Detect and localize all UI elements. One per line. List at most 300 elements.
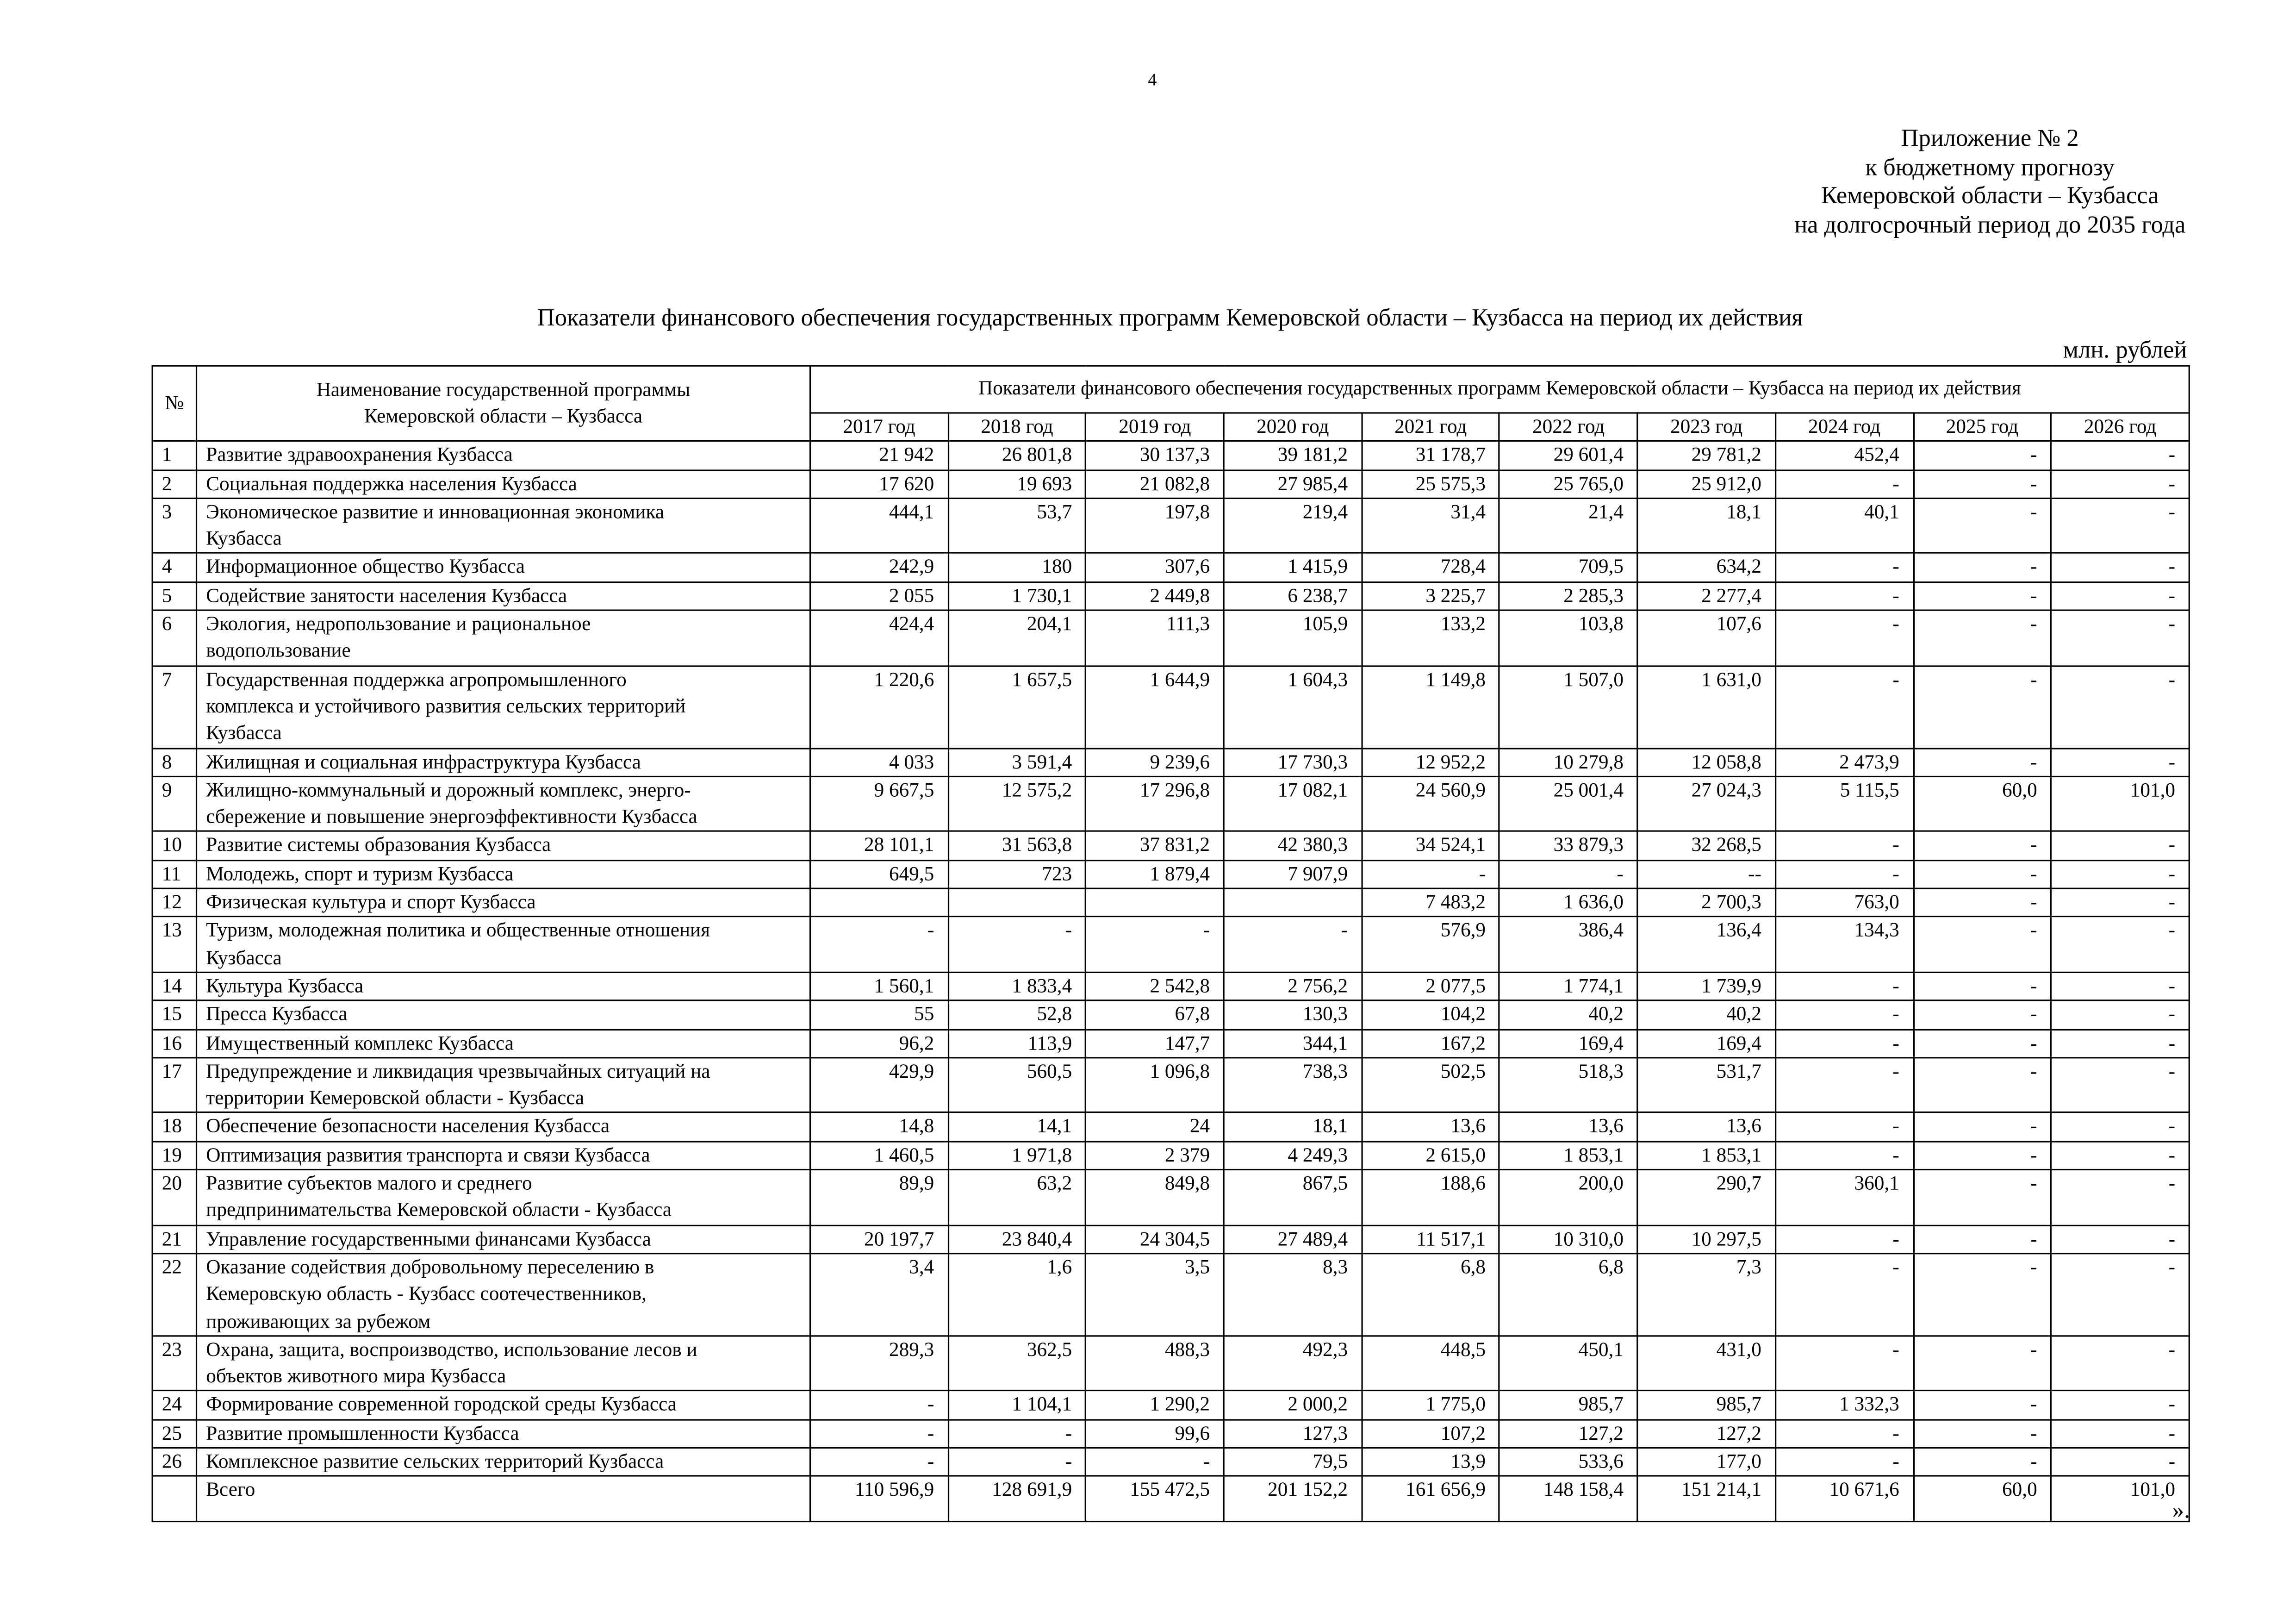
value-cell: - — [1775, 1141, 1913, 1169]
value-cell: - — [810, 917, 948, 973]
row-number: 20 — [152, 1170, 196, 1225]
value-cell: 2 277,4 — [1637, 582, 1775, 610]
table-row — [152, 1057, 2189, 1113]
row-number: 23 — [152, 1336, 196, 1391]
value-cell: 111,3 — [1086, 610, 1224, 666]
value-cell: 723 — [948, 860, 1086, 888]
value-cell: - — [2051, 1141, 2189, 1169]
value-cell — [948, 888, 1086, 917]
value-cell: 1 636,0 — [1500, 888, 1637, 917]
value-cell: - — [1913, 1419, 2051, 1448]
value-cell: 4 033 — [810, 748, 948, 776]
value-cell: - — [2051, 1253, 2189, 1336]
row-number: 15 — [152, 1001, 196, 1029]
value-cell: - — [1086, 917, 1224, 973]
value-cell: - — [1913, 1253, 2051, 1336]
value-cell: 40,2 — [1637, 1001, 1775, 1029]
value-cell: 79,5 — [1224, 1448, 1362, 1476]
program-name: Развитие системы образования Кузбасса — [197, 832, 810, 860]
table-row — [152, 470, 2189, 498]
program-name: Оптимизация развития транспорта и связи Кузбасса — [197, 1141, 810, 1169]
value-cell: 167,2 — [1362, 1029, 1500, 1057]
value-cell: 290,7 — [1637, 1170, 1775, 1225]
value-cell: 2 473,9 — [1775, 748, 1913, 776]
value-cell: - — [2051, 832, 2189, 860]
value-cell: - — [2051, 498, 2189, 554]
total-value: 101,0 — [2051, 1476, 2189, 1522]
value-cell: 31 178,7 — [1362, 441, 1500, 469]
value-cell: 1 149,8 — [1362, 666, 1500, 748]
row-number: 18 — [152, 1113, 196, 1141]
table-row — [152, 1336, 2189, 1391]
value-cell: 985,7 — [1500, 1391, 1637, 1419]
table-row — [152, 917, 2189, 973]
table-body — [152, 441, 2189, 1522]
value-cell: - — [1775, 554, 1913, 582]
value-cell: 1 739,9 — [1637, 972, 1775, 1000]
header-year: 2020 год — [1224, 413, 1362, 441]
row-number: 6 — [152, 610, 196, 666]
table-row — [152, 610, 2189, 666]
value-cell: - — [1913, 582, 2051, 610]
value-cell: 130,3 — [1224, 1001, 1362, 1029]
value-cell: - — [948, 1448, 1086, 1476]
program-name: Развитие субъектов малого и среднего предпринимательства Кемеровской области - Кузбасса — [197, 1170, 810, 1225]
value-cell: 13,6 — [1362, 1113, 1500, 1141]
value-cell: 18,1 — [1637, 498, 1775, 554]
value-cell: - — [2051, 1001, 2189, 1029]
value-cell: - — [2051, 666, 2189, 748]
program-name: Экономическое развитие и инновационная экономика Кузбасса — [197, 498, 810, 554]
value-cell: - — [1775, 1448, 1913, 1476]
value-cell: 1 971,8 — [948, 1141, 1086, 1169]
value-cell: 3,4 — [810, 1253, 948, 1336]
table-row — [152, 582, 2189, 610]
value-cell: 7,3 — [1637, 1253, 1775, 1336]
value-cell: 6 238,7 — [1224, 582, 1362, 610]
value-cell: - — [1913, 888, 2051, 917]
value-cell: 177,0 — [1637, 1448, 1775, 1476]
program-name: Информационное общество Кузбасса — [197, 554, 810, 582]
value-cell: - — [1775, 666, 1913, 748]
header-year: 2021 год — [1362, 413, 1500, 441]
row-number — [152, 1476, 196, 1522]
value-cell: 25 912,0 — [1637, 470, 1775, 498]
value-cell: 104,2 — [1362, 1001, 1500, 1029]
value-cell: - — [2051, 1057, 2189, 1113]
value-cell: 17 296,8 — [1086, 776, 1224, 832]
value-cell: 19 693 — [948, 470, 1086, 498]
value-cell: 2 756,2 — [1224, 972, 1362, 1000]
value-cell: 31,4 — [1362, 498, 1500, 554]
value-cell: - — [810, 1419, 948, 1448]
row-number: 17 — [152, 1057, 196, 1113]
value-cell: - — [1775, 860, 1913, 888]
value-cell: 8,3 — [1224, 1253, 1362, 1336]
value-cell: - — [2051, 1113, 2189, 1141]
table-row — [152, 554, 2189, 582]
program-name: Экология, недропользование и рациональное водопользование — [197, 610, 810, 666]
table-row — [152, 776, 2189, 832]
value-cell: - — [1913, 972, 2051, 1000]
table-row — [152, 1419, 2189, 1448]
value-cell: 107,6 — [1637, 610, 1775, 666]
value-cell: - — [2051, 1419, 2189, 1448]
value-cell: 18,1 — [1224, 1113, 1362, 1141]
table-row — [152, 860, 2189, 888]
value-cell: 21,4 — [1500, 498, 1637, 554]
value-cell: - — [1913, 1141, 2051, 1169]
value-cell: 1 774,1 — [1500, 972, 1637, 1000]
value-cell: 1 730,1 — [948, 582, 1086, 610]
value-cell: 103,8 — [1500, 610, 1637, 666]
document-title: Показатели финансового обеспечения государственных программ Кемеровской области – Кузбасса на период их действия — [537, 303, 1803, 331]
value-cell: 42 380,3 — [1224, 832, 1362, 860]
value-cell: 450,1 — [1500, 1336, 1637, 1391]
value-cell: 14,8 — [810, 1113, 948, 1141]
table-row — [152, 1170, 2189, 1225]
value-cell: 10 297,5 — [1637, 1225, 1775, 1253]
value-cell: - — [1775, 470, 1913, 498]
value-cell: 1 644,9 — [1086, 666, 1224, 748]
value-cell: 13,6 — [1500, 1113, 1637, 1141]
value-cell: 26 801,8 — [948, 441, 1086, 469]
value-cell: - — [1775, 1029, 1913, 1057]
closing-quote: ». — [2172, 1499, 2190, 1524]
program-name: Молодежь, спорт и туризм Кузбасса — [197, 860, 810, 888]
program-name: Формирование современной городской среды Кузбасса — [197, 1391, 810, 1419]
value-cell: 2 285,3 — [1500, 582, 1637, 610]
value-cell: - — [2051, 1170, 2189, 1225]
value-cell: 34 524,1 — [1362, 832, 1500, 860]
value-cell: - — [2051, 1448, 2189, 1476]
value-cell: - — [1775, 972, 1913, 1000]
value-cell: 27 489,4 — [1224, 1225, 1362, 1253]
total-value: 10 671,6 — [1775, 1476, 1913, 1522]
total-value: 161 656,9 — [1362, 1476, 1500, 1522]
program-name: Государственная поддержка агропромышленного комплекса и устойчивого развития сельских территорий Кузбасса — [197, 666, 810, 748]
header-year: 2018 год — [948, 413, 1086, 441]
value-cell: 99,6 — [1086, 1419, 1224, 1448]
value-cell: 4 249,3 — [1224, 1141, 1362, 1169]
row-number: 13 — [152, 917, 196, 973]
value-cell: 431,0 — [1637, 1336, 1775, 1391]
value-cell: - — [1913, 748, 2051, 776]
appendix-line: к бюджетному прогнозу — [1865, 152, 2115, 181]
value-cell: 113,9 — [948, 1029, 1086, 1057]
value-cell: 452,4 — [1775, 441, 1913, 469]
value-cell: 133,2 — [1362, 610, 1500, 666]
value-cell: - — [1913, 860, 2051, 888]
value-cell: 2 542,8 — [1086, 972, 1224, 1000]
value-cell: - — [1362, 860, 1500, 888]
program-name: Развитие промышленности Кузбасса — [197, 1419, 810, 1448]
program-name: Жилищная и социальная инфраструктура Кузбасса — [197, 748, 810, 776]
value-cell: 1 220,6 — [810, 666, 948, 748]
value-cell: 3 225,7 — [1362, 582, 1500, 610]
program-name: Охрана, защита, воспроизводство, использование лесов и объектов животного мира Кузбасса — [197, 1336, 810, 1391]
appendix-header — [1794, 124, 2185, 238]
value-cell: - — [1775, 832, 1913, 860]
header-group: Показатели финансового обеспечения государственных программ Кемеровской области – Кузбасса на период их действия — [810, 366, 2190, 413]
value-cell: 25 001,4 — [1500, 776, 1637, 832]
value-cell: 7 483,2 — [1362, 888, 1500, 917]
total-value: 148 158,4 — [1500, 1476, 1637, 1522]
appendix-line: на долгосрочный период до 2035 года — [1794, 210, 2186, 238]
value-cell: - — [1775, 582, 1913, 610]
value-cell: 2 449,8 — [1086, 582, 1224, 610]
value-cell: - — [1913, 1057, 2051, 1113]
value-cell: 29 601,4 — [1500, 441, 1637, 469]
value-cell: - — [1913, 666, 2051, 748]
value-cell: 533,6 — [1500, 1448, 1637, 1476]
value-cell: - — [1913, 917, 2051, 973]
value-cell: - — [1913, 1225, 2051, 1253]
header-year: 2019 год — [1086, 413, 1224, 441]
row-number: 21 — [152, 1225, 196, 1253]
value-cell: - — [2051, 441, 2189, 469]
value-cell: 55 — [810, 1001, 948, 1029]
table-row — [152, 1391, 2189, 1419]
program-name: Предупреждение и ликвидация чрезвычайных ситуаций на территории Кемеровской области - Кузбасса — [197, 1057, 810, 1113]
table-row — [152, 666, 2189, 748]
total-label: Всего — [197, 1476, 810, 1522]
total-value: 110 596,9 — [810, 1476, 948, 1522]
table-row — [152, 1029, 2189, 1057]
value-cell: 107,2 — [1362, 1419, 1500, 1448]
row-number: 22 — [152, 1253, 196, 1336]
value-cell: 180 — [948, 554, 1086, 582]
value-cell: 60,0 — [1913, 776, 2051, 832]
value-cell: - — [810, 1448, 948, 1476]
value-cell: 1 415,9 — [1224, 554, 1362, 582]
value-cell: 40,2 — [1500, 1001, 1637, 1029]
row-number: 11 — [152, 860, 196, 888]
value-cell: 289,3 — [810, 1336, 948, 1391]
value-cell: - — [2051, 860, 2189, 888]
value-cell: 1 460,5 — [810, 1141, 948, 1169]
program-name: Социальная поддержка населения Кузбасса — [197, 470, 810, 498]
units-label: млн. рублей — [2063, 336, 2187, 364]
value-cell — [1224, 888, 1362, 917]
value-cell: 518,3 — [1500, 1057, 1637, 1113]
value-cell: - — [1775, 1253, 1913, 1336]
table-row — [152, 498, 2189, 554]
value-cell: 386,4 — [1500, 917, 1637, 973]
row-number: 10 — [152, 832, 196, 860]
total-row — [152, 1476, 2189, 1522]
value-cell: 2 700,3 — [1637, 888, 1775, 917]
value-cell: 9 667,5 — [810, 776, 948, 832]
value-cell: 188,6 — [1362, 1170, 1500, 1225]
value-cell: 33 879,3 — [1500, 832, 1637, 860]
value-cell: - — [2051, 1336, 2189, 1391]
value-cell: 27 985,4 — [1224, 470, 1362, 498]
program-name: Туризм, молодежная политика и общественные отношения Кузбасса — [197, 917, 810, 973]
row-number: 14 — [152, 972, 196, 1000]
page-number: 4 — [1148, 69, 1157, 90]
value-cell: - — [1913, 1448, 2051, 1476]
program-name: Культура Кузбасса — [197, 972, 810, 1000]
value-cell: 96,2 — [810, 1029, 948, 1057]
value-cell: 1 853,1 — [1500, 1141, 1637, 1169]
value-cell: 12 058,8 — [1637, 748, 1775, 776]
program-name: Оказание содействия добровольному переселению в Кемеровскую область - Кузбасс соотечественников, проживающих за рубежом — [197, 1253, 810, 1336]
header-year: 2023 год — [1637, 413, 1775, 441]
value-cell: 424,4 — [810, 610, 948, 666]
value-cell: 649,5 — [810, 860, 948, 888]
value-cell: 634,2 — [1637, 554, 1775, 582]
header-year: 2025 год — [1913, 413, 2051, 441]
value-cell: 242,9 — [810, 554, 948, 582]
total-value: 155 472,5 — [1086, 1476, 1224, 1522]
value-cell: 52,8 — [948, 1001, 1086, 1029]
value-cell: 1 560,1 — [810, 972, 948, 1000]
value-cell: 502,5 — [1362, 1057, 1500, 1113]
value-cell: 24 — [1086, 1113, 1224, 1141]
value-cell: 2 077,5 — [1362, 972, 1500, 1000]
value-cell: - — [2051, 972, 2189, 1000]
table-row — [152, 1225, 2189, 1253]
value-cell: 849,8 — [1086, 1170, 1224, 1225]
table-row — [152, 1141, 2189, 1169]
value-cell: - — [810, 1391, 948, 1419]
value-cell: 448,5 — [1362, 1336, 1500, 1391]
value-cell: 127,2 — [1500, 1419, 1637, 1448]
header-year: 2022 год — [1500, 413, 1637, 441]
table-row — [152, 1448, 2189, 1476]
value-cell: 1 853,1 — [1637, 1141, 1775, 1169]
row-number: 7 — [152, 666, 196, 748]
value-cell: 1 104,1 — [948, 1391, 1086, 1419]
value-cell: 67,8 — [1086, 1001, 1224, 1029]
program-name: Содействие занятости населения Кузбасса — [197, 582, 810, 610]
table-row — [152, 441, 2189, 469]
value-cell: 763,0 — [1775, 888, 1913, 917]
header-year: 2026 год — [2051, 413, 2189, 441]
value-cell: 20 197,7 — [810, 1225, 948, 1253]
value-cell: 14,1 — [948, 1113, 1086, 1141]
table-row — [152, 888, 2189, 917]
value-cell: 169,4 — [1637, 1029, 1775, 1057]
value-cell: 1 507,0 — [1500, 666, 1637, 748]
value-cell: 360,1 — [1775, 1170, 1913, 1225]
value-cell: 12 952,2 — [1362, 748, 1500, 776]
value-cell: 23 840,4 — [948, 1225, 1086, 1253]
value-cell: - — [1775, 610, 1913, 666]
value-cell: 32 268,5 — [1637, 832, 1775, 860]
value-cell: 709,5 — [1500, 554, 1637, 582]
value-cell: 1 096,8 — [1086, 1057, 1224, 1113]
total-value: 128 691,9 — [948, 1476, 1086, 1522]
financing-table — [152, 365, 2190, 1523]
value-cell: 1 332,3 — [1775, 1391, 1913, 1419]
table-row — [152, 1001, 2189, 1029]
value-cell: 127,3 — [1224, 1419, 1362, 1448]
value-cell: 1 833,4 — [948, 972, 1086, 1000]
value-cell: 11 517,1 — [1362, 1225, 1500, 1253]
value-cell: - — [948, 1419, 1086, 1448]
value-cell — [1086, 888, 1224, 917]
header-number: № — [152, 366, 196, 441]
row-number: 2 — [152, 470, 196, 498]
value-cell: 738,3 — [1224, 1057, 1362, 1113]
total-value: 60,0 — [1913, 1476, 2051, 1522]
header-year: 2024 год — [1775, 413, 1913, 441]
value-cell: 2 055 — [810, 582, 948, 610]
value-cell: 40,1 — [1775, 498, 1913, 554]
header-program-name: Наименование государственной программы Кемеровской области – Кузбасса — [197, 366, 810, 441]
value-cell: 2 615,0 — [1362, 1141, 1500, 1169]
value-cell: 1 604,3 — [1224, 666, 1362, 748]
row-number: 3 — [152, 498, 196, 554]
value-cell: 29 781,2 — [1637, 441, 1775, 469]
table-row — [152, 748, 2189, 776]
value-cell: - — [1913, 1029, 2051, 1057]
value-cell: 10 310,0 — [1500, 1225, 1637, 1253]
value-cell: 867,5 — [1224, 1170, 1362, 1225]
value-cell: - — [1500, 860, 1637, 888]
appendix-line: Кемеровской области – Кузбасса — [1821, 181, 2159, 209]
table-row — [152, 832, 2189, 860]
value-cell: 2 379 — [1086, 1141, 1224, 1169]
value-cell: 1 879,4 — [1086, 860, 1224, 888]
value-cell: 1 290,2 — [1086, 1391, 1224, 1419]
program-name: Управление государственными финансами Кузбасса — [197, 1225, 810, 1253]
row-number: 5 — [152, 582, 196, 610]
value-cell: 1,6 — [948, 1253, 1086, 1336]
value-cell: 147,7 — [1086, 1029, 1224, 1057]
value-cell: - — [1913, 441, 2051, 469]
value-cell: 21 082,8 — [1086, 470, 1224, 498]
program-name: Обеспечение безопасности населения Кузбасса — [197, 1113, 810, 1141]
value-cell: - — [1913, 554, 2051, 582]
value-cell: 89,9 — [810, 1170, 948, 1225]
value-cell: 13,6 — [1637, 1113, 1775, 1141]
value-cell: 17 730,3 — [1224, 748, 1362, 776]
value-cell: 204,1 — [948, 610, 1086, 666]
value-cell: - — [1775, 1057, 1913, 1113]
value-cell: - — [1224, 917, 1362, 973]
table-row — [152, 1113, 2189, 1141]
value-cell — [810, 888, 948, 917]
value-cell: 307,6 — [1086, 554, 1224, 582]
value-cell: 136,4 — [1637, 917, 1775, 973]
value-cell: - — [2051, 470, 2189, 498]
value-cell: 10 279,8 — [1500, 748, 1637, 776]
value-cell: 28 101,1 — [810, 832, 948, 860]
value-cell: - — [2051, 917, 2189, 973]
value-cell: 24 304,5 — [1086, 1225, 1224, 1253]
value-cell: - — [1086, 1448, 1224, 1476]
value-cell: 985,7 — [1637, 1391, 1775, 1419]
total-value: 151 214,1 — [1637, 1476, 1775, 1522]
row-number: 1 — [152, 441, 196, 469]
value-cell: 24 560,9 — [1362, 776, 1500, 832]
value-cell: - — [1775, 1113, 1913, 1141]
value-cell: 219,4 — [1224, 498, 1362, 554]
value-cell: 17 620 — [810, 470, 948, 498]
value-cell: 37 831,2 — [1086, 832, 1224, 860]
program-name: Комплексное развитие сельских территорий Кузбасса — [197, 1448, 810, 1476]
value-cell: 728,4 — [1362, 554, 1500, 582]
program-name: Развитие здравоохранения Кузбасса — [197, 441, 810, 469]
value-cell: 127,2 — [1637, 1419, 1775, 1448]
value-cell: 1 631,0 — [1637, 666, 1775, 748]
value-cell: 9 239,6 — [1086, 748, 1224, 776]
row-number: 19 — [152, 1141, 196, 1169]
value-cell: - — [2051, 554, 2189, 582]
